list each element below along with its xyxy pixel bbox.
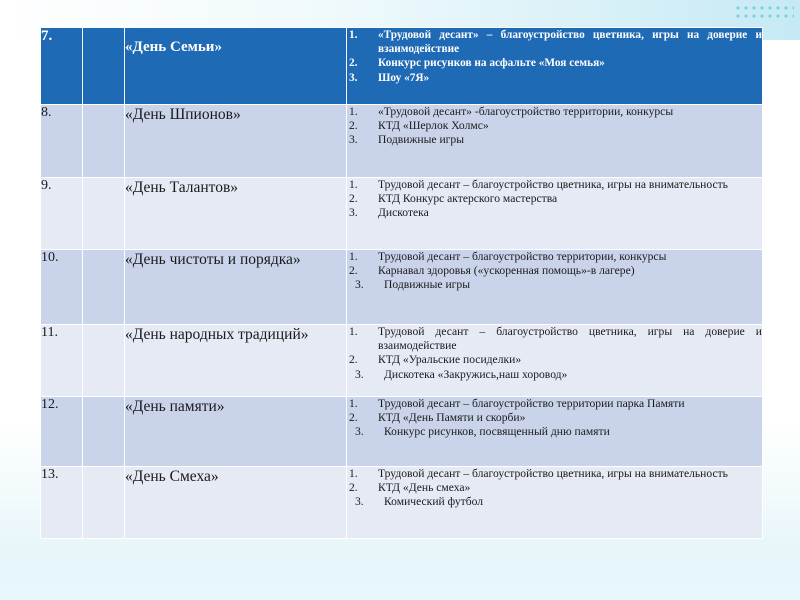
list-item-text: Подвижные игры	[378, 133, 465, 147]
day-title: «День чистоты и порядка»	[125, 250, 347, 325]
list-item-number: 2.	[349, 192, 358, 206]
list-item-number: 2.	[349, 57, 358, 70]
list-item	[347, 192, 762, 206]
list-item	[347, 119, 762, 133]
list-item	[347, 425, 762, 439]
activities-cell	[347, 178, 763, 250]
list-item-number: 3.	[349, 133, 358, 147]
list-item-number: 1.	[349, 29, 358, 41]
list-item	[347, 250, 762, 264]
list-item-number: 2.	[349, 119, 358, 133]
list-item-text: КТД «День Памяти и скорби»	[378, 411, 526, 425]
list-item	[347, 325, 762, 353]
list-item-text: Трудовой десант – благоустройство территории, конкурсы	[378, 250, 667, 263]
list-item-text: Трудовой десант – благоустройство цветника, игры на внимательность	[378, 178, 728, 191]
table-row	[41, 467, 763, 539]
list-item	[347, 411, 762, 425]
list-item	[347, 264, 762, 278]
list-item-number: 1.	[349, 178, 358, 191]
list-item-number: 3.	[355, 495, 364, 509]
table-row	[41, 250, 763, 325]
day-title: «День Смеха»	[125, 467, 347, 539]
list-item-number: 1.	[349, 105, 358, 118]
schedule-table	[40, 27, 763, 539]
list-item	[347, 368, 762, 382]
day-title: «День памяти»	[125, 397, 347, 467]
day-title: «День народных традиций»	[125, 325, 347, 397]
empty-cell	[83, 178, 125, 250]
day-title: «День Талантов»	[125, 178, 347, 250]
activities-cell	[347, 28, 763, 105]
empty-cell	[83, 325, 125, 397]
empty-cell	[83, 467, 125, 539]
list-item	[347, 397, 762, 411]
day-number: 8.	[41, 105, 83, 178]
list-item-text: Трудовой десант – благоустройство цветника, игры на доверие и взаимодействие	[378, 325, 762, 353]
list-item-text: Дискотека	[378, 206, 429, 220]
list-item-number: 3.	[355, 425, 364, 439]
list-item-number: 1.	[349, 397, 358, 410]
activities-list	[347, 397, 762, 440]
list-item-text: Трудовой десант – благоустройство территории парка Памяти	[378, 397, 685, 410]
list-item-number: 2.	[349, 264, 358, 278]
list-item	[347, 28, 762, 56]
activities-list	[347, 467, 762, 510]
list-item-text: Трудовой десант – благоустройство цветника, игры на внимательность	[378, 467, 728, 480]
table-row	[41, 397, 763, 467]
activities-list	[347, 105, 762, 148]
empty-cell	[83, 397, 125, 467]
activities-list	[347, 28, 762, 85]
activities-cell	[347, 105, 763, 178]
list-item-number: 3.	[355, 278, 364, 292]
activities-list	[347, 178, 762, 221]
empty-cell	[83, 250, 125, 325]
table-row	[41, 105, 763, 178]
day-number: 13.	[41, 467, 83, 539]
activities-cell	[347, 397, 763, 467]
table-row	[41, 178, 763, 250]
list-item-text: КТД «Шерлок Холмс»	[378, 119, 489, 133]
list-item-number: 3.	[349, 206, 358, 220]
list-item-text: Карнавал здоровья («ускоренная помощь»-в лагере)	[378, 264, 635, 278]
list-item-number: 2.	[349, 481, 358, 495]
table-row	[41, 325, 763, 397]
list-item	[347, 495, 762, 509]
list-item-text: Конкурс рисунков, посвященный дню памяти	[384, 425, 610, 439]
activities-cell	[347, 250, 763, 325]
list-item	[347, 481, 762, 495]
list-item-number: 2.	[349, 411, 358, 425]
table-row	[41, 28, 763, 105]
list-item-text: «Трудовой десант» -благоустройство территории, конкурсы	[378, 105, 674, 118]
activities-list	[347, 325, 762, 382]
list-item	[347, 467, 762, 481]
empty-cell	[83, 28, 125, 105]
activities-cell	[347, 467, 763, 539]
day-number: 11.	[41, 325, 83, 397]
empty-cell	[83, 105, 125, 178]
day-number: 10.	[41, 250, 83, 325]
activities-list	[347, 250, 762, 293]
schedule-table-body	[41, 28, 763, 539]
list-item-text: Комический футбол	[384, 495, 484, 509]
list-item	[347, 105, 762, 119]
list-item-number: 1.	[349, 467, 358, 480]
list-item-text: КТД «День смеха»	[378, 481, 471, 495]
list-item	[347, 353, 762, 367]
day-number: 9.	[41, 178, 83, 250]
list-item-text: Подвижные игры	[384, 278, 471, 292]
list-item	[347, 71, 762, 85]
activities-cell	[347, 325, 763, 397]
list-item-number: 2.	[349, 353, 358, 367]
slide-dots-decoration	[734, 4, 794, 20]
list-item-text: Конкурс рисунков на асфальте «Моя семья»	[378, 57, 605, 70]
list-item-text: КТД «Уральские посиделки»	[378, 353, 522, 367]
list-item-number: 1.	[349, 250, 358, 263]
day-number: 7.	[41, 28, 83, 105]
list-item-number: 1.	[349, 325, 358, 338]
list-item	[347, 178, 762, 192]
list-item	[347, 278, 762, 292]
day-number: 12.	[41, 397, 83, 467]
list-item-text: Шоу «7Я»	[378, 71, 430, 84]
list-item-number: 3.	[349, 71, 358, 84]
list-item-text: КТД Конкурс актерского мастерства	[378, 192, 558, 206]
day-title: «День Шпионов»	[125, 105, 347, 178]
day-title: «День Семьи»	[125, 28, 347, 105]
list-item-text: Дискотека «Закружись,наш хоровод»	[384, 367, 568, 381]
list-item	[347, 206, 762, 220]
list-item-text: «Трудовой десант» – благоустройство цветника, игры на доверие и взаимодействие	[378, 29, 762, 56]
list-item	[347, 133, 762, 147]
list-item	[347, 56, 762, 70]
list-item-number: 3.	[355, 367, 364, 381]
